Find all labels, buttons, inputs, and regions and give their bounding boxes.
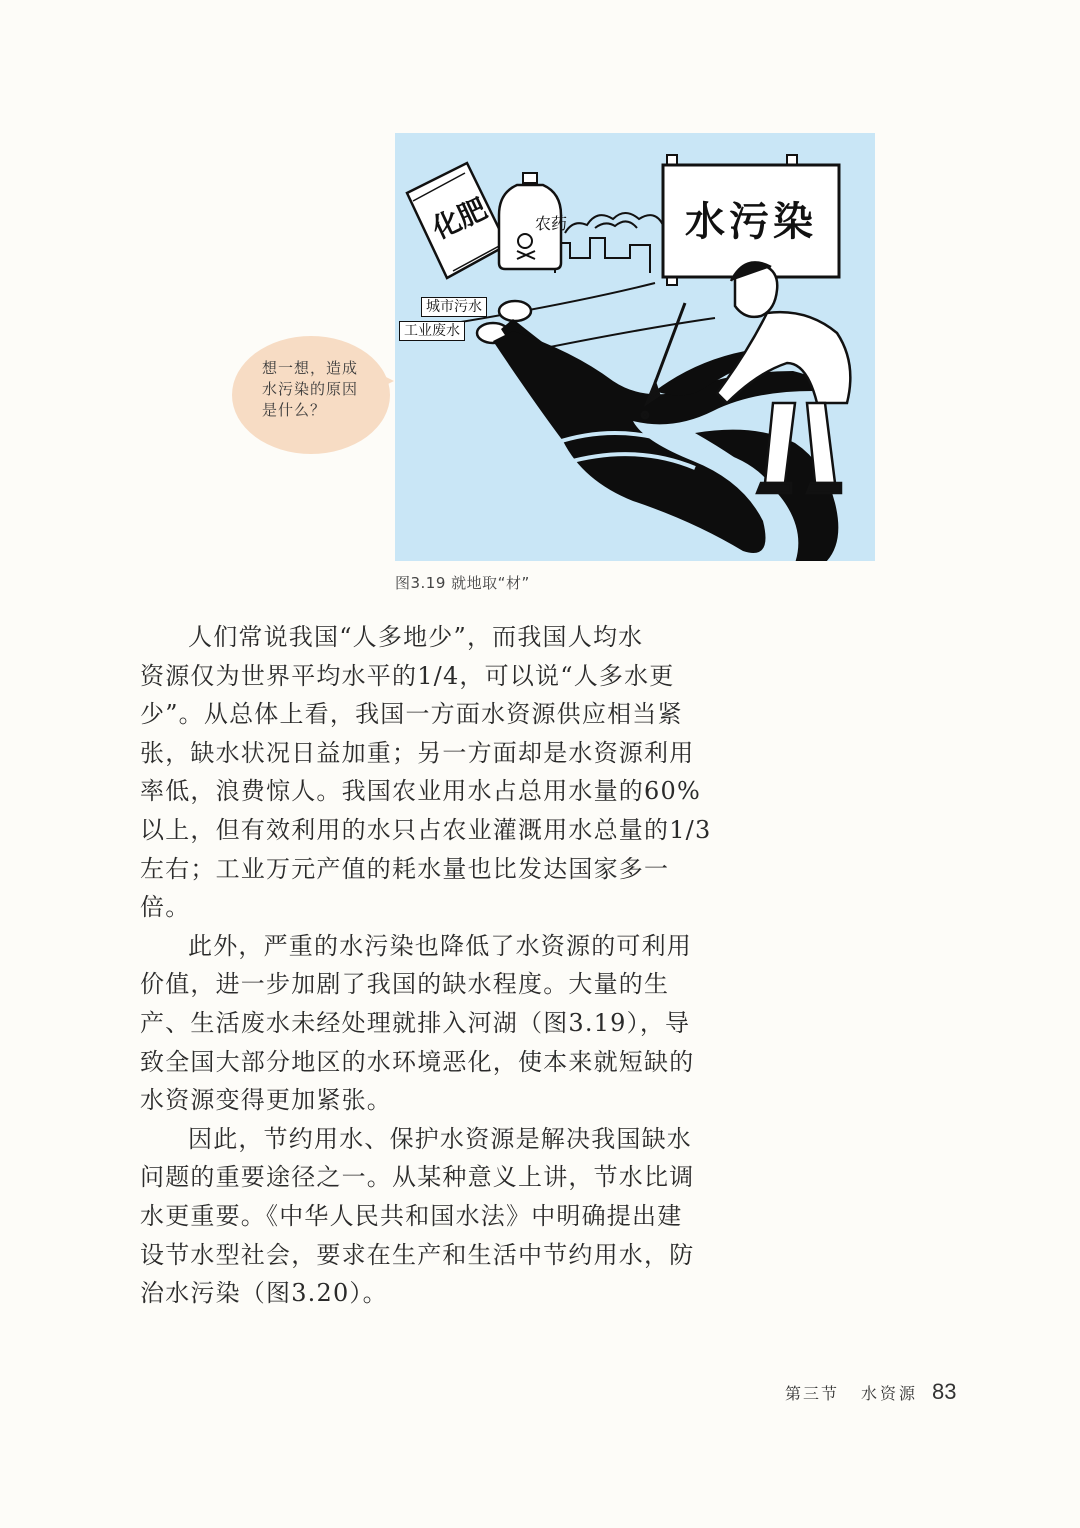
bubble-line: 想一想，造成 [262, 359, 359, 377]
text-line: 问题的重要途径之一。从某种意义上讲，节水比调 [140, 1163, 695, 1192]
pesticide-bottle-label: 农药 [535, 214, 568, 233]
factory-skyline [555, 213, 663, 273]
text-line: 资源仅为世界平均水平的1/4，可以说“人多水更 [140, 661, 675, 690]
text-line: 治水污染（图3.20）。 [140, 1279, 388, 1308]
think-bubble-text [262, 358, 382, 421]
text-line: 倍。 [140, 893, 191, 922]
paragraph-1 [140, 618, 712, 927]
bubble-line: 是什么？ [262, 401, 327, 419]
fertilizer-bag-label: 化肥 [427, 191, 492, 246]
figure-water-pollution-cartoon [395, 133, 875, 561]
footer-chapter-title: 水资源 [861, 1384, 919, 1403]
text-line: 以上，但有效利用的水只占农业灌溉用水总量的1/3 [140, 815, 712, 844]
text-line: 产、生活废水未经处理就排入河湖（图3.19），导 [140, 1008, 691, 1037]
paragraph-2 [140, 927, 695, 1120]
page-number: 83 [932, 1379, 957, 1404]
bubble-line: 水污染的原因 [262, 380, 359, 398]
page-footer [785, 1379, 957, 1405]
text-line: 此外，严重的水污染也降低了水资源的可利用 [188, 931, 692, 960]
label-city-sewage: 城市污水 [421, 297, 487, 317]
figure-caption: 图3.19 就地取“材” [395, 574, 530, 592]
cartoon-illustration [395, 133, 875, 561]
text-line: 水资源变得更加紧张。 [140, 1086, 392, 1115]
text-line: 因此，节约用水、保护水资源是解决我国缺水 [188, 1124, 692, 1153]
text-line: 左右；工业万元产值的耗水量也比发达国家多一 [140, 854, 670, 883]
text-line: 水更重要。《中华人民共和国水法》中明确提出建 [140, 1201, 683, 1230]
footer-section-label: 第三节 [785, 1384, 840, 1403]
text-line: 设节水型社会，要求在生产和生活中节约用水，防 [140, 1240, 695, 1269]
signboard-text: 水污染 [685, 199, 817, 245]
text-line: 张，缺水状况日益加重；另一方面却是水资源利用 [140, 738, 695, 767]
text-line: 人们常说我国“人多地少”，而我国人均水 [188, 623, 644, 651]
text-line: 少”。从总体上看，我国一方面水资源供应相当紧 [140, 700, 683, 729]
body-text [140, 618, 712, 1313]
text-line: 价值，进一步加剧了我国的缺水程度。大量的生 [140, 970, 670, 999]
text-line: 率低，浪费惊人。我国农业用水占总用水量的60% [140, 777, 701, 806]
label-industrial-wastewater: 工业废水 [399, 321, 465, 341]
paragraph-3 [140, 1120, 695, 1313]
text-line: 致全国大部分地区的水环境恶化，使本来就短缺的 [140, 1047, 695, 1076]
